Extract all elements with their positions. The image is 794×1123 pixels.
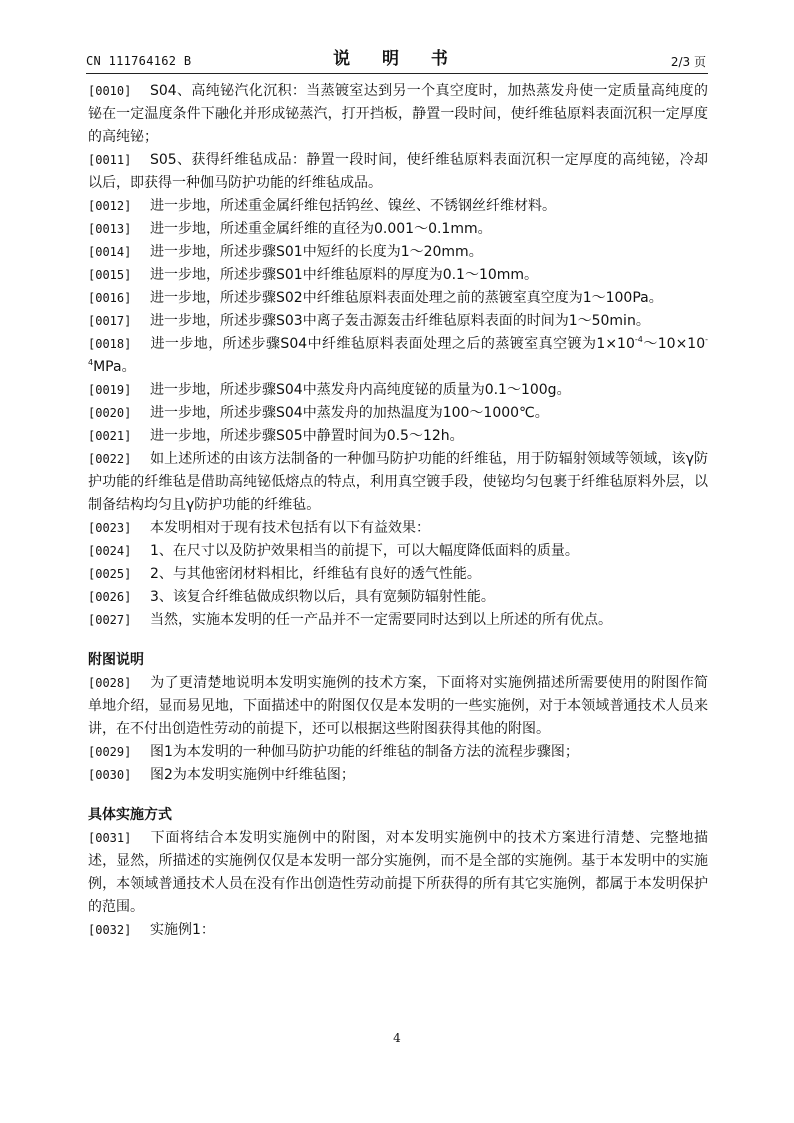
paragraph [88,672,708,741]
exponent: -4 [88,335,709,367]
paragraph-id: [0016] [88,291,132,305]
paragraph [88,448,708,517]
paragraph-group [88,80,708,333]
paragraph-id: [0024] [88,544,132,558]
page-indicator: 2/3 页 [670,55,706,69]
paragraph-text: 进一步地，所述步骤S01中短纤的长度为1～20mm。 [150,244,483,260]
paragraph-text: 3、该复合纤维毡做成织物以后，具有宽频防辐射性能。 [150,589,495,605]
paragraph [88,80,708,149]
paragraph [88,919,708,942]
page-number: 4 [393,1031,401,1045]
paragraph-text: 进一步地，所述步骤S02中纤维毡原料表面处理之前的蒸镀室真空度为1～100Pa。 [150,290,663,306]
paragraph-id: [0030] [88,768,132,782]
paragraph [88,264,708,287]
paragraph [88,609,708,632]
paragraph [88,218,708,241]
paragraph-id: [0018] [88,337,132,351]
paragraph-text: 进一步地，所述步骤S04中蒸发舟的加热温度为100～1000℃。 [150,405,549,421]
paragraph-group [88,827,708,942]
paragraph [88,241,708,264]
paragraph-id: [0014] [88,245,132,259]
paragraph [88,402,708,425]
paragraph-text: S05、获得纤维毡成品：静置一段时间，使纤维毡原料表面沉积一定厚度的高纯铋，冷却以后，即获得一种伽马防护功能的纤维毡成品。 [88,152,708,191]
paragraph-id: [0029] [88,745,132,759]
paragraph-text: 进一步地，所述步骤S04中纤维毡原料表面处理之后的蒸镀室真空镀为1×10 [150,336,635,352]
paragraph-id: [0027] [88,613,132,627]
paragraph [88,149,708,195]
paragraph-text: 进一步地，所述步骤S01中纤维毡原料的厚度为0.1～10mm。 [150,267,539,283]
paragraph-id: [0012] [88,199,132,213]
paragraph-text: 为了更清楚地说明本发明实施例的技术方案，下面将对实施例描述所需要使用的附图作简单地介绍，显而易见地，下面描述中的附图仅仅是本发明的一些实施例，对于本领域普通技术人员来讲，在不付出创造性劳动的前提下，还可以根据这些附图获得其他的附图。 [88,675,708,737]
paragraph-id: [0017] [88,314,132,328]
paragraph-id: [0032] [88,923,132,937]
paragraph [88,764,708,787]
section-heading-embodiments: 具体实施方式 [88,807,172,823]
paragraph [88,379,708,402]
paragraph [88,563,708,586]
paragraph-id: [0023] [88,521,132,535]
paragraph-text: 如上述所述的由该方法制备的一种伽马防护功能的纤维毡，用于防辐射领域等领域，该γ防护功能的纤维毡是借助高纯铋低熔点的特点，利用真空镀手段，使铋均匀包裹于纤维毡原料外层，以制备结构均匀且γ防护功能的纤维毡。 [88,451,708,513]
paragraph-text: 当然，实施本发明的任一产品并不一定需要同时达到以上所述的所有优点。 [150,612,612,628]
paragraph-text: ～10×10 [642,336,706,352]
paragraph-text: 图1为本发明的一种伽马防护功能的纤维毡的制备方法的流程步骤图； [150,744,579,760]
paragraph-group [88,379,708,632]
paragraph [88,310,708,333]
paragraph [88,540,708,563]
paragraph-id: [0020] [88,406,132,420]
section-heading-figures: 附图说明 [88,652,144,668]
patent-number: CN 111764162 B [86,54,192,68]
paragraph-text: 实施例1： [150,922,215,938]
document-title: 说 明 书 [333,49,461,69]
paragraph-text: 2、与其他密闭材料相比，纤维毡有良好的透气性能。 [150,566,481,582]
paragraph [88,741,708,764]
paragraph-group [88,672,708,787]
paragraph-text: 进一步地，所述重金属纤维包括钨丝、镍丝、不锈钢丝纤维材料。 [150,198,556,214]
paragraph-text: S04、高纯铋汽化沉积：当蒸镀室达到另一个真空度时，加热蒸发舟使一定质量高纯度的铋在一定温度条件下融化并形成铋蒸汽，打开挡板，静置一段时间，使纤维毡原料表面沉积一定厚度的高纯铋； [88,83,708,145]
header-divider [86,73,708,74]
paragraph-text: 1、在尺寸以及防护效果相当的前提下，可以大幅度降低面料的质量。 [150,543,579,559]
paragraph [88,827,708,919]
paragraph-text: 本发明相对于现有技术包括有以下有益效果： [150,520,430,536]
paragraph [88,287,708,310]
paragraph-text: 进一步地，所述重金属纤维的直径为0.001～0.1mm。 [150,221,492,237]
paragraph-id: [0022] [88,452,132,466]
paragraph [88,195,708,218]
paragraph-text: MPa。 [93,359,136,375]
paragraph [88,425,708,448]
paragraph-text: 进一步地，所述步骤S03中离子轰击源轰击纤维毡原料表面的时间为1～50min。 [150,313,650,329]
paragraph-text: 图2为本发明实施例中纤维毡图； [150,767,355,783]
paragraph-id: [0015] [88,268,132,282]
paragraph-text: 下面将结合本发明实施例中的附图，对本发明实施例中的技术方案进行清楚、完整地描述，显然，所描述的实施例仅仅是本发明一部分实施例，而不是全部的实施例。基于本发明中的实施例，本领域普通技术人员在没有作出创造性劳动前提下所获得的所有其它实施例，都属于本发明保护的范围。 [88,830,708,915]
document-body [88,80,708,942]
paragraph-id: [0013] [88,222,132,236]
paragraph [88,586,708,609]
paragraph [88,517,708,540]
paragraph-id: [0019] [88,383,132,397]
paragraph-id: [0028] [88,676,132,690]
paragraph-id: [0011] [88,153,132,167]
paragraph-id: [0026] [88,590,132,604]
paragraph-text: 进一步地，所述步骤S05中静置时间为0.5～12h。 [150,428,464,444]
paragraph-id: [0021] [88,429,132,443]
paragraph-id: [0010] [88,84,132,98]
exponent: -4 [634,335,643,344]
paragraph-id: [0031] [88,831,132,845]
paragraph-0018 [88,333,708,379]
paragraph-id: [0025] [88,567,132,581]
paragraph-text: 进一步地，所述步骤S04中蒸发舟内高纯度铋的质量为0.1～100g。 [150,382,571,398]
